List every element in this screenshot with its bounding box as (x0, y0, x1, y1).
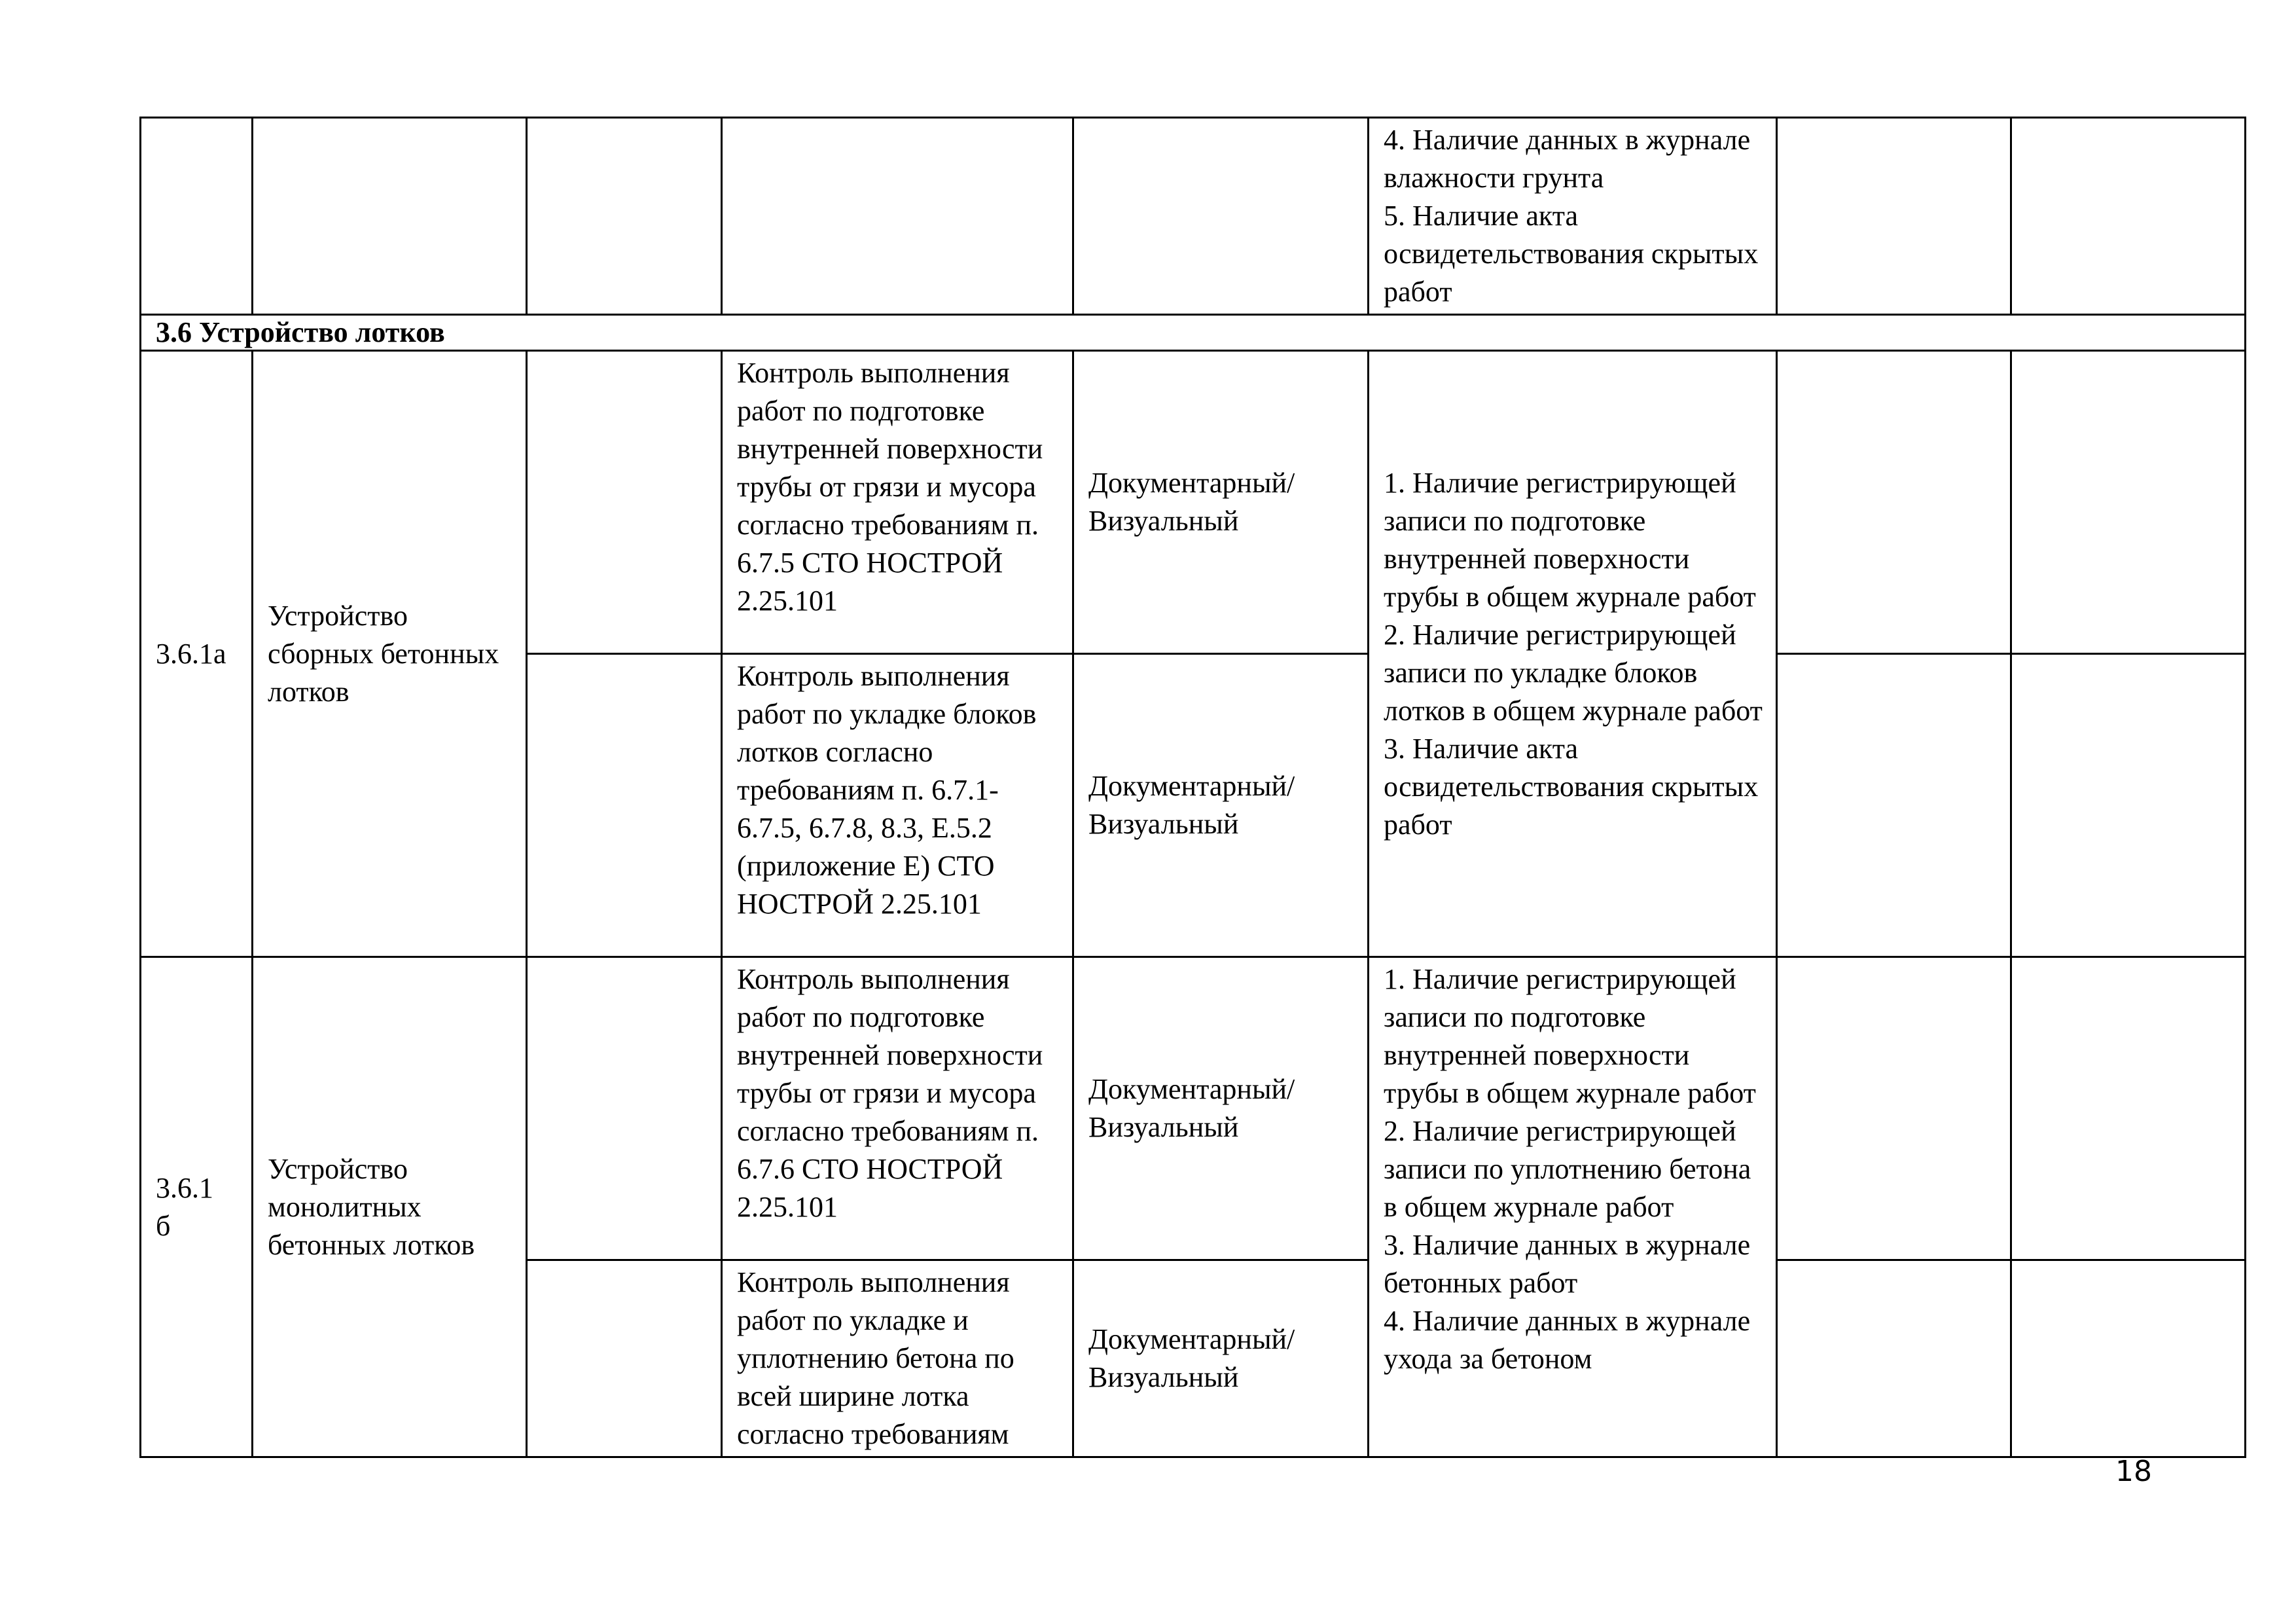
cell-empty (527, 654, 722, 957)
control-method: Документарный/ Визуальный (1073, 1260, 1369, 1457)
table-row (141, 957, 2246, 1260)
control-method: Документарный/ Визуальный (1073, 351, 1369, 654)
control-method: Документарный/ Визуальный (1073, 654, 1369, 957)
item-number: 3.6.1а (141, 351, 253, 957)
table-row (141, 118, 2246, 315)
cell-empty (1777, 118, 2011, 315)
item-number: 3.6.1 б (141, 957, 253, 1457)
section-heading: 3.6 Устройство лотков (141, 315, 2246, 351)
item-name: Устройство сборных бетонных лотков (253, 351, 527, 957)
cell-empty (2011, 654, 2246, 957)
cell-empty (527, 118, 722, 315)
operation-description: Контроль выполнения работ по укладке и уплотнению бетона по всей ширине лотка согласно требованиям (722, 1260, 1073, 1457)
item-name: Устройство монолитных бетонных лотков (253, 957, 527, 1457)
operation-description: Контроль выполнения работ по подготовке внутренней поверхности трубы от грязи и мусора согласно требованиям п. 6.7.6 СТО НОСТРОЙ 2.25.101 (722, 957, 1073, 1260)
cell-empty (527, 1260, 722, 1457)
operation-description: Контроль выполнения работ по подготовке внутренней поверхности трубы от грязи и мусора согласно требованиям п. 6.7.5 СТО НОСТРОЙ 2.25.101 (722, 351, 1073, 654)
cell-empty (1777, 654, 2011, 957)
cell-empty (2011, 1260, 2246, 1457)
cell-empty (2011, 957, 2246, 1260)
cell-empty (527, 957, 722, 1260)
requirements-cell: 4. Наличие данных в журнале влажности грунта 5. Наличие акта освидетельствования скрытых работ (1369, 118, 1777, 315)
cell-empty (141, 118, 253, 315)
cell-empty (1777, 1260, 2011, 1457)
cell-empty (2011, 351, 2246, 654)
table-row (141, 351, 2246, 654)
inspection-table (139, 117, 2246, 1458)
requirements-cell: 1. Наличие регистрирующей записи по подготовке внутренней поверхности трубы в общем журнале работ 2. Наличие регистрирующей записи по уплотнению бетона в общем журнале работ 3. Наличие данных в журнале бетонных работ 4. Наличие данных в журнале ухода за бетоном (1369, 957, 1777, 1457)
section-row (141, 315, 2246, 351)
cell-empty (1777, 957, 2011, 1260)
cell-empty (1777, 351, 2011, 654)
cell-empty (2011, 118, 2246, 315)
operation-description: Контроль выполнения работ по укладке блоков лотков согласно требованиям п. 6.7.1-6.7.5, 6.7.8, 8.3, Е.5.2 (приложение Е) СТО НОСТРОЙ 2.25.101 (722, 654, 1073, 957)
cell-empty (253, 118, 527, 315)
cell-empty (527, 351, 722, 654)
control-method: Документарный/ Визуальный (1073, 957, 1369, 1260)
page-number: 18 (2115, 1455, 2152, 1488)
requirements-cell: 1. Наличие регистрирующей записи по подготовке внутренней поверхности трубы в общем журнале работ 2. Наличие регистрирующей записи по укладке блоков лотков в общем журнале работ 3. Наличие акта освидетельствования скрытых работ (1369, 351, 1777, 957)
cell-empty (1073, 118, 1369, 315)
cell-empty (722, 118, 1073, 315)
